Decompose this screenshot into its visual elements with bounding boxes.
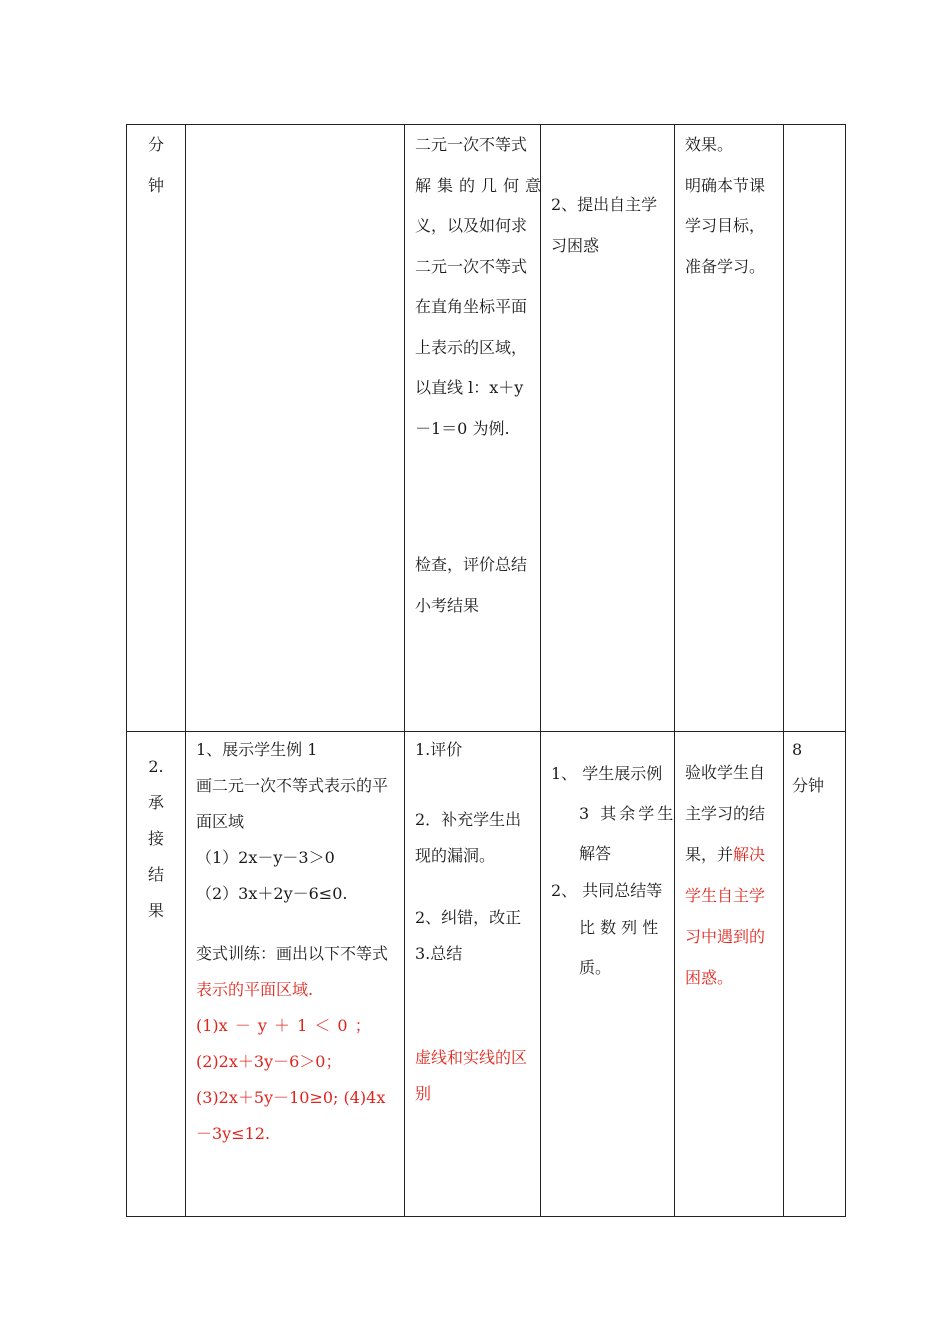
stage-text: 结: [147, 865, 164, 884]
student-text: 2、 共同总结等: [551, 881, 663, 900]
table-row-1: [127, 125, 846, 732]
content-text: 面区域: [196, 812, 245, 831]
student-text: 1、 学生展示例: [551, 764, 663, 783]
teacher-activity-cell: [405, 732, 541, 1217]
intent-text: 验收学生自: [685, 763, 766, 782]
student-activity-cell: [541, 125, 675, 732]
teacher-text: 在直角坐标平面: [415, 297, 528, 316]
time-cell: [784, 732, 846, 1217]
teacher-text: 解集的几何意: [415, 175, 548, 195]
intent-emphasis-text: 解决: [733, 845, 766, 864]
lesson-plan-table: [126, 124, 846, 1217]
content-text: 画二元一次不等式表示的平: [196, 776, 389, 795]
content-cell: [186, 732, 405, 1217]
exercise-text: 表示的平面区域.: [196, 980, 314, 999]
student-text: 3 其余学生: [579, 804, 677, 823]
student-text: 比 数 列 性: [579, 918, 659, 937]
teacher-text: 1.评价: [415, 740, 463, 759]
time-text: 8: [792, 740, 803, 759]
intent-text: 明确本节课: [685, 175, 766, 195]
content-text: 变式训练：画出以下不等式: [196, 944, 389, 963]
stage-text: 承: [147, 793, 164, 812]
student-text: 解答: [579, 844, 612, 863]
intent-cell: [675, 732, 784, 1217]
exercise-text: －3y≤12.: [196, 1124, 271, 1143]
teacher-text: 3.总结: [415, 944, 463, 963]
time-cell: [784, 125, 846, 732]
intent-emphasis-text: 习中遇到的: [685, 927, 766, 946]
content-text: （2）3x＋2y－6≤0.: [196, 884, 348, 903]
teacher-text: 小考结果: [415, 595, 480, 615]
teacher-text: 2、纠错，改正: [415, 908, 522, 927]
teacher-text: 义，以及如何求: [415, 216, 528, 235]
stage-text: 2.: [148, 757, 164, 776]
content-cell: [186, 125, 405, 732]
intent-emphasis-text: 困惑。: [685, 968, 734, 987]
table-row-2: [127, 732, 846, 1217]
teacher-text: 2．补充学生出: [415, 810, 522, 829]
time-text: 分钟: [792, 776, 825, 795]
teacher-text: 现的漏洞。: [415, 846, 496, 865]
exercise-text: (1)x － y ＋ 1 ＜ 0 ；: [196, 1016, 371, 1035]
teacher-text: 二元一次不等式: [415, 135, 528, 154]
intent-emphasis-text: 学生自主学: [685, 886, 766, 905]
student-text: 2、提出自主学: [551, 195, 658, 214]
exercise-text: (3)2x＋5y－10≥0; (4)4x: [196, 1088, 386, 1107]
stage-text: 分: [147, 135, 164, 154]
intent-text: 果，并: [685, 845, 734, 864]
teacher-emphasis-text: 别: [415, 1084, 432, 1103]
stage-text: 果: [147, 901, 164, 920]
intent-text: 准备学习。: [685, 256, 766, 276]
stage-text: 钟: [147, 175, 164, 195]
teacher-text: 二元一次不等式: [415, 256, 528, 276]
teacher-emphasis-text: 虚线和实线的区: [415, 1048, 528, 1067]
intent-text: 主学习的结: [685, 804, 766, 823]
content-text: 1、展示学生例 1: [196, 740, 318, 759]
student-activity-cell: [541, 732, 675, 1217]
teacher-activity-cell: [405, 125, 548, 732]
intent-text: 效果。: [685, 135, 734, 154]
student-text: 习困惑: [551, 235, 600, 255]
student-text: 质。: [579, 958, 612, 977]
stage-cell: [127, 125, 186, 732]
intent-cell: [675, 125, 784, 732]
intent-text: 学习目标，: [685, 216, 766, 235]
teacher-text: 上表示的区域，: [415, 337, 528, 357]
exercise-text: (2)2x＋3y－6＞0；: [196, 1052, 342, 1071]
teacher-text: －1＝0 为例.: [415, 418, 510, 438]
stage-text: 接: [147, 829, 164, 848]
teacher-text: 检查，评价总结: [415, 555, 528, 574]
content-text: （1）2x－y－3＞0: [196, 848, 335, 867]
teacher-text: 以直线 l：x＋y: [415, 378, 524, 397]
stage-cell: [127, 732, 186, 1217]
